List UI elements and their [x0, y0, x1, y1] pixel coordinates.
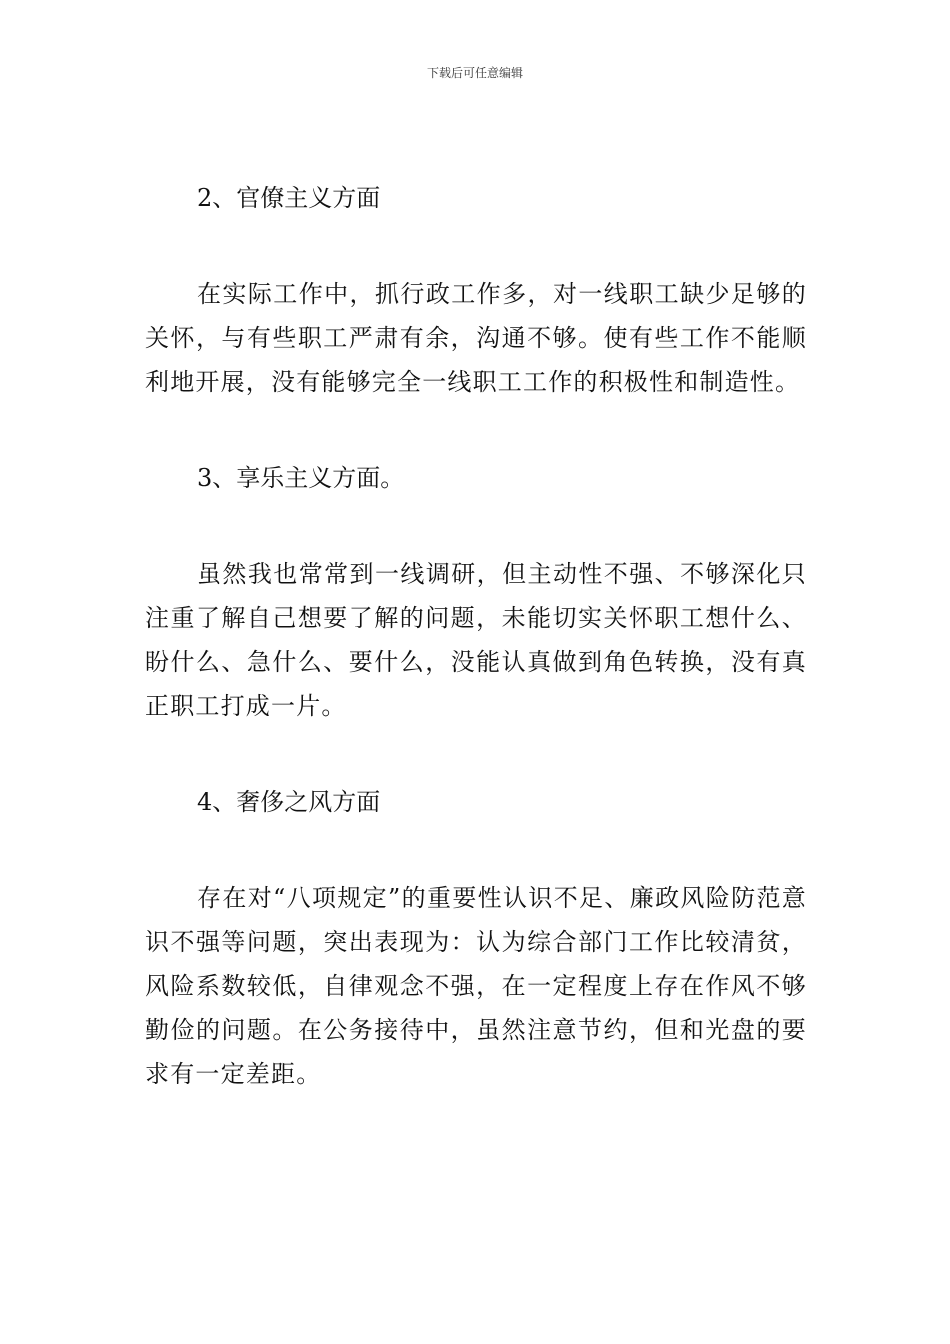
page-header-note: 下载后可任意编辑 — [426, 66, 523, 80]
section-paragraph: 存在对“八项规定”的重要性认识不足、廉政风险防范意识不强等问题，突出表现为：认为综合部门工作比较清贫，风险系数较低，自律观念不强，在一定程度上存在作风不够勤俭的问题。在公务接待中，虽然注意节约，但和光盘的要求有一定差距。 — [145, 884, 807, 1088]
section-paragraph: 在实际工作中，抓行政工作多，对一线职工缺少足够的关怀，与有些职工严肃有余，沟通不够。使有些工作不能顺利地开展，没有能够完全一线职工工作的积极性和制造性。 — [145, 280, 807, 396]
section-bureaucratism — [145, 176, 807, 404]
section-paragraph: 虽然我也常常到一线调研，但主动性不强、不够深化只注重了解自己想要了解的问题，未能切实关怀职工想什么、盼什么、急什么、要什么，没能认真做到角色转换，没有真正职工打成一片。 — [145, 560, 807, 720]
section-extravagance — [145, 780, 807, 1096]
section-heading: 4、奢侈之风方面 — [197, 788, 381, 816]
section-heading: 3、享乐主义方面。 — [197, 464, 405, 492]
document-body — [145, 176, 807, 1148]
section-heading: 2、官僚主义方面 — [197, 184, 381, 212]
section-hedonism — [145, 456, 807, 728]
